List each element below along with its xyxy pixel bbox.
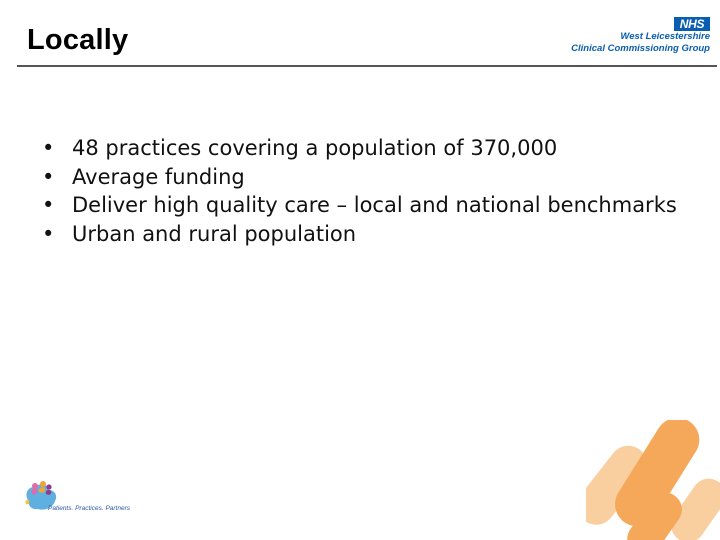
bullet-text: 48 practices covering a population of 370,000 — [72, 136, 558, 160]
bullet-item — [42, 163, 682, 192]
slide-title: Locally — [27, 24, 129, 56]
partners-tagline: Patients. Practices. Partners — [48, 505, 131, 512]
bullet-icon: • — [42, 136, 55, 160]
decorative-corner-shape — [586, 420, 720, 540]
nhs-logo — [540, 17, 710, 57]
nhs-org-name: West Leicestershire — [620, 31, 710, 42]
bullet-icon: • — [42, 164, 55, 189]
bullet-text: Urban and rural population — [72, 221, 357, 246]
title-divider — [17, 65, 717, 67]
bullet-icon: • — [42, 193, 55, 217]
bullet-item — [42, 220, 682, 249]
nhs-org-subtitle: Clinical Commissioning Group — [571, 43, 710, 54]
bullet-item — [42, 134, 682, 163]
bullet-list — [42, 134, 682, 248]
bullet-item — [42, 191, 682, 220]
bullet-text: Average funding — [72, 164, 245, 189]
bullet-text: Deliver high quality care – local and national benchmarks — [72, 193, 677, 217]
bullet-icon: • — [42, 221, 55, 246]
partners-logo — [22, 478, 142, 518]
nhs-badge: NHS — [674, 17, 710, 31]
